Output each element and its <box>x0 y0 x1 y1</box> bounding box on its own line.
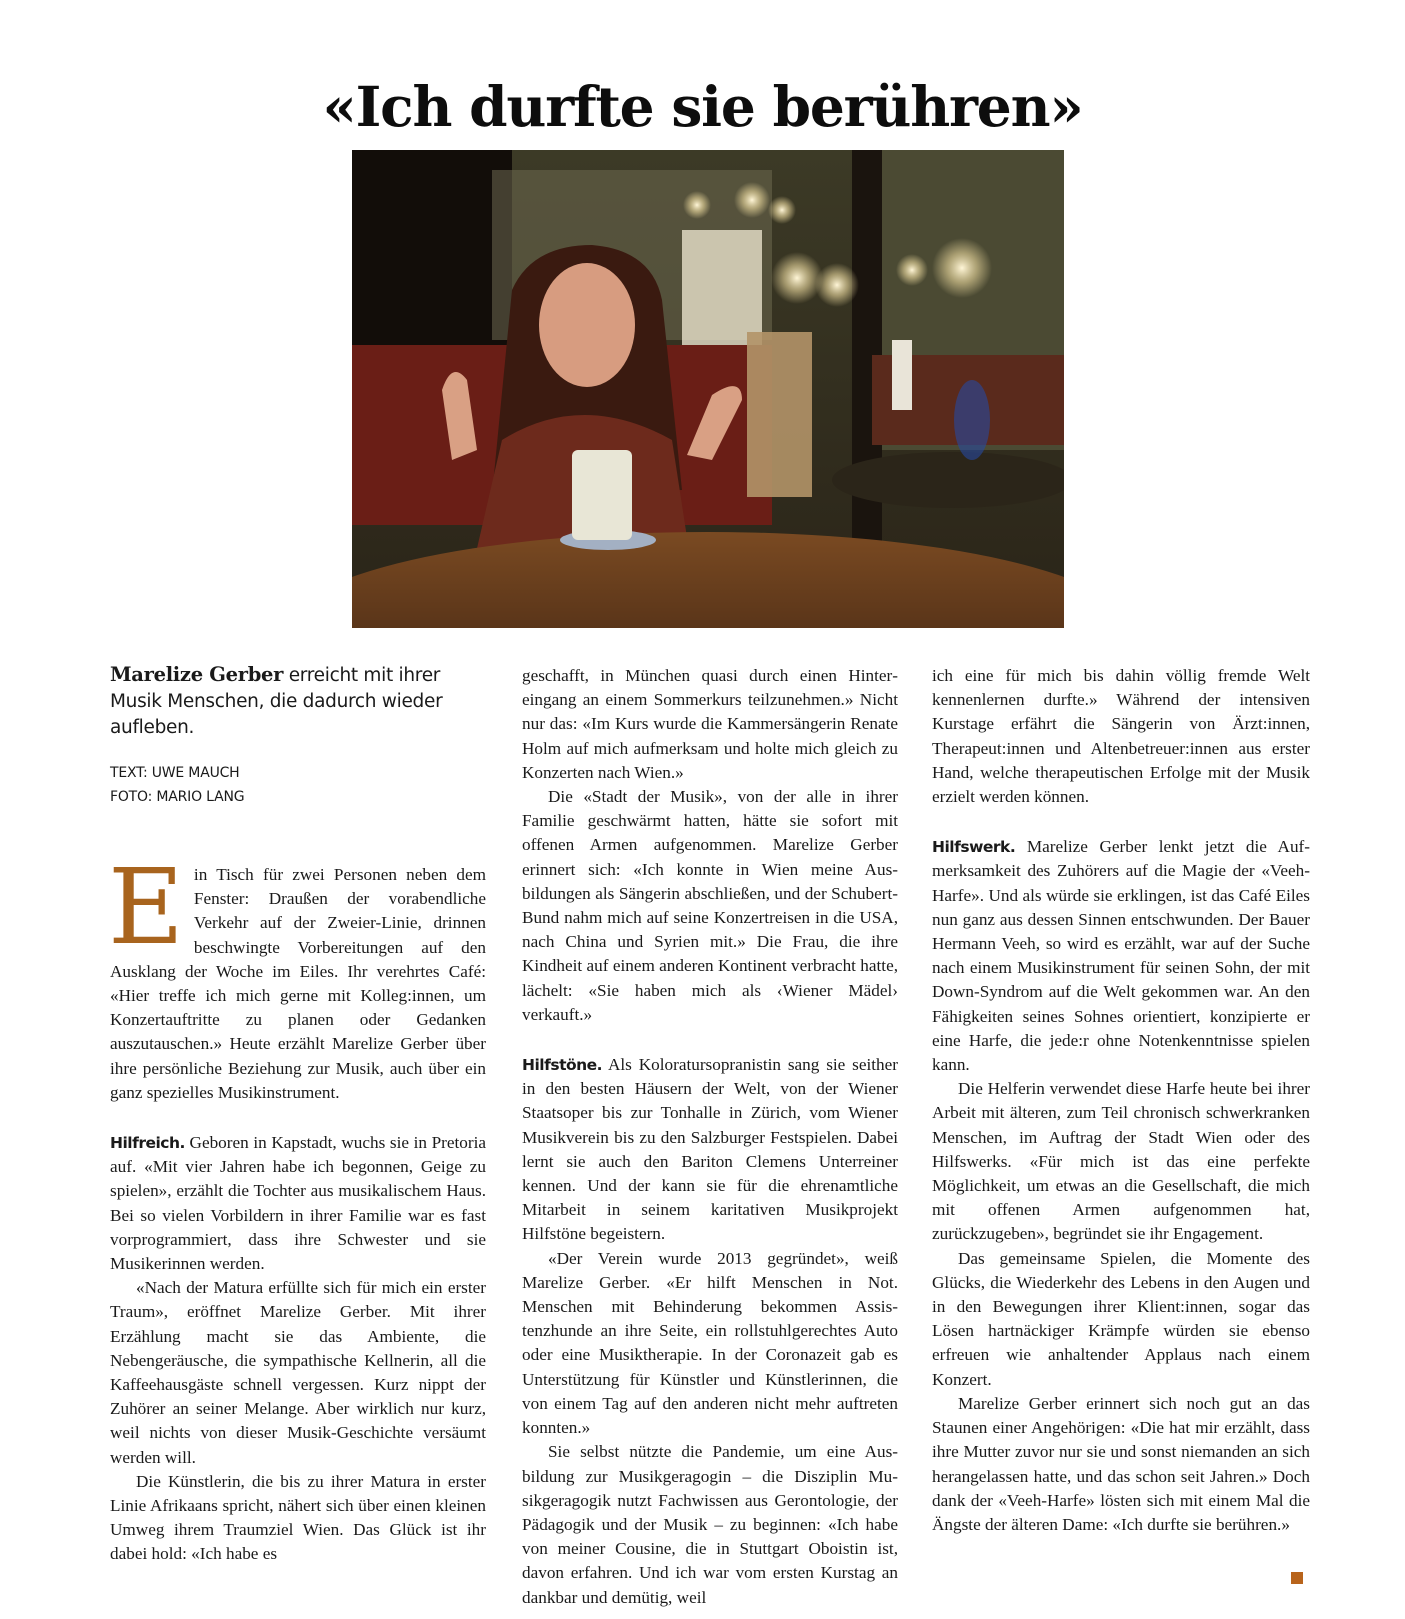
section-hilfstoene-p2: «Der Verein wurde 2013 gegründet», weiß Marelize Gerber. «Er hilft Menschen in Not. Menschen mit Behinderung bekommen Assistenzhunde an ihre Seite, ein rollstuhlgerechtes Auto oder eine Musiktherapie. In der Coronazeit gab es Unterstützung für Künstler und Künstlerinnen, die von einem Tag auf den anderen nicht mehr auftreten konnten.» <box>522 1248 898 1438</box>
credit-photo: FOTO: MARIO LANG <box>110 789 245 805</box>
credit-text: TEXT: UWE MAUCH <box>110 765 240 781</box>
section-hilfswerk-p1: Hilfswerk. Marelize Gerber lenkt jetzt die Aufmerksamkeit des Zuhörers auf die Magie der «Veeh-Harfe». Und als würde sie erklingen, ist das Café Eiles nun ganz aus dessen Sinnen entschwunden. Der Bauer Hermann Veeh, so wird es erzählt, war auf der Suche nach einem Musikinstrument für seinen Sohn, der mit Down-Syndrom auf die Welt gekommen war. An den Fähigkeiten seines Sohnes orientiert, konzipierte er eine Harfe, die jede:r ohne Notenkenntnisse spielen kann. <box>932 837 1310 1075</box>
section-hilfreich-p2: «Nach der Matura erfüllte sich für mich ein erster Traum», eröffnet Marelize Gerber. Mit ihrer Erzählung macht sie das Ambiente, die Nebengeräusche, die sympathische Kellnerin, all die Kaffeehausgäste schnell vergessen. Kurz nippt der Zuhörer an seiner Melange. Aber wirklich nur kurz, weil nichts von dieser Musik-Geschichte versäumt werden will. <box>110 1278 486 1467</box>
end-of-article-square-icon <box>1291 1572 1303 1584</box>
column-2 <box>522 664 898 1610</box>
kicker-hilfreich: Hilfreich. <box>110 1134 185 1153</box>
section-hilfswerk-p4: Marelize Gerber erinnert sich noch gut an das Staunen einer Angehörigen: «Die hat mir erzählt, dass ihre Mutter zuvor nur sie und sonst niemanden an sich herangelassen hatte, und das schon seit Jahren.» Doch dank der «Veeh-Harfe» lösten sich mit einem Mal die Ängste der älteren Dame: «Ich durfte sie berühren.» <box>932 1393 1310 1534</box>
teaser <box>110 662 486 741</box>
article-headline: «Ich durfte sie berühren» <box>322 73 1083 139</box>
dropcap: E <box>108 846 184 968</box>
section-hilfswerk-p3: Das gemeinsame Spielen, die Momente des Glücks, die Wiederkehr des Lebens in den Augen und in den Bewegungen ihrer Klient:innen, sogar das Lösen hartnäckiger Krämpfe würden sie ebenso erfreuen wie anhaltender Applaus nach einem Konzert. <box>932 1248 1310 1389</box>
section-hilfreich-p1: Hilfreich. Geboren in Kapstadt, wuchs sie in Pretoria auf. «Mit vier Jahren habe ich begonnen, Geige zu spielen», erzählt die Tochter aus musikalischem Haus. Bei so vielen Vorbildern in ihrer Familie war es fast vorprogrammiert, dass ihre Schwester und sie Musikerinnen werden. <box>110 1133 486 1274</box>
column-1 <box>110 662 486 1567</box>
stadt-der-musik-paragraph: Die «Stadt der Musik», von der alle in ihrer Familie geschwärmt hatten, hätte sie sofort mit offenen Armen aufgenommen. Marelize Gerber erinnert sich: «Ich konnte in Wien meine Ausbildungen als Sängerin abschließen, und der Schubert-Bund nahm mich auf seine Konzertreisen in die USA, nach China und Syrien mit.» Die Frau, die ihre Kindheit auf einem anderen Kontinent verbracht hatte, lächelt: «Sie haben mich als ‹Wiener Mädel› verkauft.» <box>522 787 898 1024</box>
teaser-text: erreicht mit ihrer Musik Menschen, die dadurch wieder aufleben. <box>110 665 443 738</box>
continued-paragraph-2: ich eine für mich bis dahin völlig fremde Welt kennenlernen durfte.» Während der intensiven Kurstage erfährt die Sängerin von Ärzt:innen, Therapeut:innen und Altenbetreuer:innen aus erster Hand, welche therapeutischen Erfolge mit der Musik erzielt werden können. <box>932 666 1310 807</box>
section-hilfreich-p3: Die Künstlerin, die bis zu ihrer Matura in erster Linie Afrikaans spricht, nähert sich über einen kleinen Umweg ihrem Traumziel Wien. Das Glück ist ihr dabei hold: «Ich habe es <box>110 1471 486 1564</box>
photo-image <box>352 150 1064 628</box>
credits <box>110 761 486 809</box>
kicker-hilfswerk: Hilfswerk. <box>932 838 1016 857</box>
section-hilfstoene-p3: Sie selbst nützte die Pandemie, um eine Ausbildung zur Musikgeragogin – die Disziplin Musikgeragogik nutzt Fachwissen aus Gerontologie, der Pädagogik und der Musik – zu beginnen: «Ich habe von meiner Cousine, die in Stuttgart Oboistin ist, davon erfahren. Und ich war vom ersten Kurstag an dankbar und demütig, weil <box>522 1442 898 1607</box>
column-3 <box>932 664 1310 1537</box>
intro-paragraph: Ein Tisch für zwei Personen neben dem Fenster: Draußen der vorabendliche Verkehr auf der Zweier-Linie, drinnen beschwingte Vorbereitungen auf den Ausklang der Woche im Eiles. Ihr verehrtes Café: «Hier treffe ich mich gerne mit Kolleg:innen, um Konzertauftritte zu planen oder Gedanken auszutauschen.» Heute erzählt Marelize Gerber über ihre persönliche Beziehung zur Musik, auch über ein ganz spezielles Musikinstrument. <box>108 846 486 1102</box>
article-photo <box>352 150 1064 628</box>
kicker-hilfstoene: Hilfstöne. <box>522 1056 603 1075</box>
continued-paragraph: geschafft, in München quasi durch einen Hintereingang an einem Sommerkurs teilzunehmen.» Nicht nur das: «Im Kurs wurde die Kammersängerin Renate Holm auf mich aufmerksam und holte mich gleich zu Konzerten nach Wien.» <box>522 666 898 782</box>
section-hilfstoene-p1: Hilfstöne. Als Koloratursopranistin sang sie seither in den besten Häusern der Welt, von der Wiener Staatsoper bis zur Tonhalle in Zürich, vom Wiener Musikverein bis zu den Salzburger Festspielen. Dabei lernt sie auch den Bariton Clemens Unterreiner kennen. Und der kann sie für die ehrenamtliche Mitarbeit in seinem karitativen Musikprojekt Hilfstöne begeistern. <box>522 1055 898 1244</box>
section-hilfswerk-p2: Die Helferin verwendet diese Harfe heute bei ihrer Arbeit mit älteren, zum Teil chronisch schwerkranken Menschen, im Auftrag der Stadt Wien oder des Hilfswerks. «Für mich ist das eine perfekte Möglichkeit, um etwas an die Gesellschaft, die mich mit offenen Armen aufgenommen hat, zurückzugeben», begründet sie ihr Engagement. <box>932 1079 1310 1244</box>
teaser-name: Marelize Gerber <box>110 663 284 686</box>
